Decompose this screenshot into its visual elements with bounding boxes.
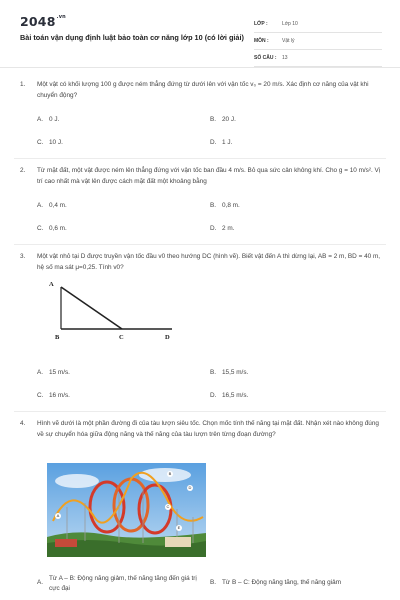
incline-diagram — [48, 279, 188, 341]
point-c-tag: C — [166, 504, 170, 509]
meta-subject: MÔN : Vật lý — [254, 33, 382, 50]
roller-coaster-drawing — [47, 463, 206, 557]
header — [20, 14, 382, 74]
point-b-tag: B — [168, 471, 172, 476]
question-divider — [14, 158, 386, 159]
point-a-label: A — [49, 281, 54, 288]
question-3: 3. Một vật nhỏ tại D được truyền vận tốc đầu v0 theo hướng DC (hình vẽ). Biết vật đến A thì dừng lại, AB = 2 m, BD = 40 m, hệ số ma sát μ=0,25. Tính v0? — [20, 253, 381, 271]
quiz-page: $2048^{.vn}$ Bài toán vận dụng định luật bảo toàn cơ năng lớp 10 (có lời giải) LỚP : Lớp 10 MÔN : Vật lý SỐ CÂU : 13 1. Một vật có khối lượng 100 g được ném thẳng đứng từ dưới lên với vận tốc v₀ = 20 m/s. Xác định cơ năng của vật khi chuyển động? A. 0 J. B. 20 J. C. 10 J. D. 1 J. 2. Từ mặt đất, một vật được ném lên thẳng đứng với vận tốc ban đầu 4 m/s. Bỏ qua sức cản không khí. Cho g = 10 m/s². Vị trí cao nhất mà vật lên được cách mặt đất một khoảng bằng A. 0,4 m. B. 0,8 m. C. 0,6 m. D. 2 m. 3. Một vật nhỏ tại D được truyền vận tốc đầu v0 theo hướng DC (hình vẽ). Biết vật đến A thì dừng lại, AB = 2 m, BD = 40 m, hệ số ma sát μ=0,25. Tính v0? A B C D A. 15 m/s. B. 15,5 m/s. C. 16 m/s. D. 16,5 m/s. 4. Hình vẽ dưới là một phần đường đi của tàu lượn siêu tốc. Chọn mốc tính thế năng tại mặt đất. Nhận xét nào không đúng về sự chuyển hóa giữa động năng và thế năng của tàu lượn trên từng đoạn đường? A B C D E A. Từ A – B: Động năng giảm, thế năng tăng đến giá trị cực đại B. Từ B – C: Động năng tăng, thế năng giảm — [0, 0, 400, 600]
meta-question-count: SỐ CÂU : 13 — [254, 50, 382, 67]
question-divider — [14, 411, 386, 412]
question-4: 4. Hình vẽ dưới là một phần đường đi của tàu lượn siêu tốc. Chọn mốc tính thế năng tại mặt đất. Nhận xét nào không đúng về sự chuyển hóa giữa động năng và thế năng của tàu lượn trên từng đoạn đường? — [20, 420, 379, 438]
question-2: 2. Từ mặt đất, một vật được ném lên thẳng đứng với vận tốc ban đầu 4 m/s. Bỏ qua sức cản không khí. Cho g = 10 m/s². Vị trí cao nhất mà vật lên được cách mặt đất một khoảng bằng — [20, 167, 381, 185]
page-title: Bài toán vận dụng định luật bảo toàn cơ năng lớp 10 (có lời giải) — [20, 33, 244, 42]
meta-grade: LỚP : Lớp 10 — [254, 16, 382, 33]
question-divider — [14, 244, 386, 245]
header-divider — [0, 67, 400, 68]
roller-coaster-image — [47, 463, 206, 557]
point-a-tag: A — [56, 513, 60, 518]
point-d-tag: D — [188, 485, 192, 490]
point-d-label: D — [165, 334, 170, 341]
point-c-label: C — [119, 334, 124, 341]
site-logo[interactable]: $2048^{.vn}$ — [20, 14, 66, 29]
point-e-tag: E — [177, 525, 181, 530]
incline-drawing — [48, 279, 188, 341]
question-1: 1. Một vật có khối lượng 100 g được ném thẳng đứng từ dưới lên với vận tốc v₀ = 20 m/s. Xác định cơ năng của vật khi chuyển động? — [20, 81, 369, 99]
point-b-label: B — [55, 334, 60, 341]
quiz-meta — [254, 16, 382, 67]
